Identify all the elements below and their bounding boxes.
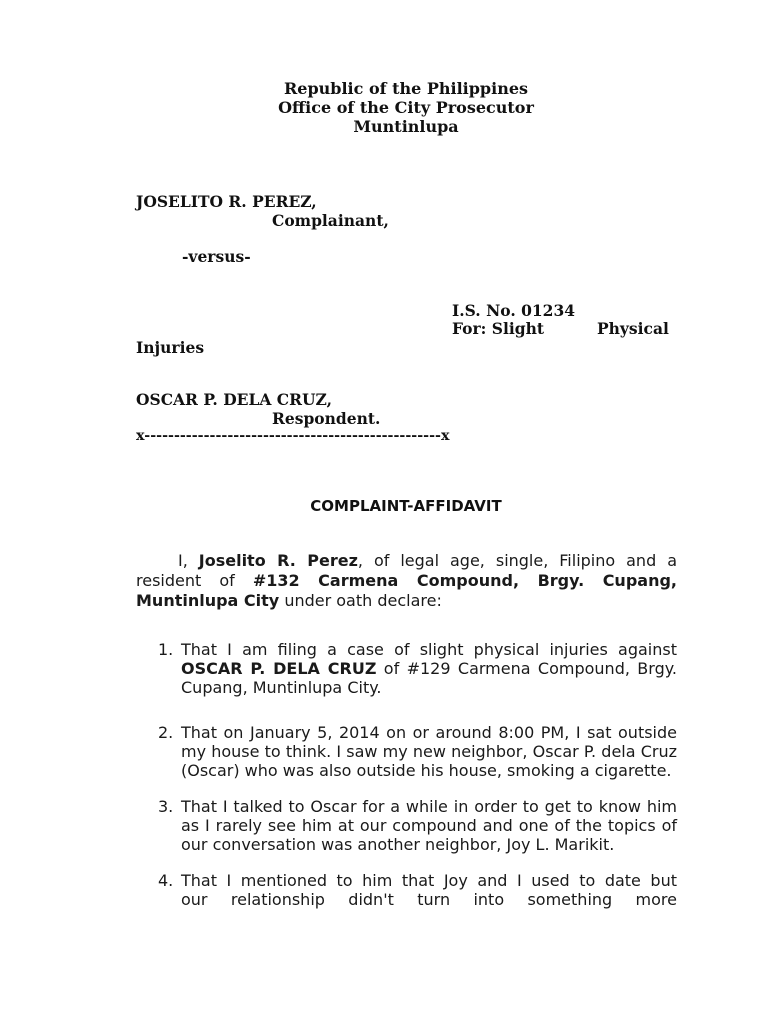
item-number: 2. (158, 723, 174, 742)
affiant-name: Joselito R. Perez (198, 551, 358, 570)
header-office: Office of the City Prosecutor (278, 98, 534, 117)
intro-text-1: I, (178, 551, 199, 570)
item-line: That I mentioned to him that Joy and I used to date but (181, 871, 677, 890)
item-text: That I talked to Oscar for a while in order to get to know him as I rarely see him at our compound and one of the topics of our conversation was another neighbor, Joy L. Marikit. (181, 797, 677, 854)
caption-separator: x--------------------------------------------------x (136, 428, 450, 444)
header-city: Muntinlupa (353, 117, 459, 136)
document-title: COMPLAINT-AFFIDAVIT (310, 497, 502, 515)
item-number: 1. (158, 640, 174, 659)
intro-paragraph (136, 551, 677, 611)
header-republic: Republic of the Philippines (283, 79, 529, 98)
complainant-role: Complainant, (272, 211, 389, 230)
respondent-bold-name: OSCAR P. DELA CRUZ (181, 659, 377, 678)
respondent-role: Respondent. (272, 409, 381, 428)
item-text (181, 640, 677, 697)
allegation-item (136, 797, 677, 854)
item-number: 4. (158, 871, 174, 890)
complainant-name: JOSELITO R. PEREZ, (136, 192, 317, 211)
case-number: I.S. No. 01234 (452, 301, 576, 320)
intro-text-3: under oath declare: (279, 591, 442, 610)
item-number: 3. (158, 797, 174, 816)
allegations-list (136, 640, 677, 926)
respondent-name: OSCAR P. DELA CRUZ, (136, 390, 332, 409)
case-for-physical: Physical (597, 319, 669, 338)
affiant-address: #132 Carmena Compound, Brgy. Cupang, Muntinlupa City (136, 571, 677, 610)
intro-text-2: , of legal age, single, Filipino and a resident of (136, 551, 677, 590)
case-for-label: For: Slight (452, 319, 545, 338)
item-text-part: of #129 Carmena Compound, Brgy. Cupang, Muntinlupa City. (181, 659, 677, 697)
item-text: That on January 5, 2014 on or around 8:00 PM, I sat outside my house to think. I saw my new neighbor, Oscar P. dela Cruz (Oscar) who was also outside his house, smoking a cigarette. (181, 723, 677, 780)
item-text (181, 871, 677, 909)
item-line: our relationship didn't turn into something more (181, 890, 677, 909)
allegation-item (136, 723, 677, 780)
allegation-item (136, 871, 677, 909)
allegation-item (136, 640, 677, 697)
item-text-part: That I am filing a case of slight physical injuries against (181, 640, 677, 659)
case-for-injuries: Injuries (136, 338, 205, 357)
versus-label: -versus- (182, 247, 251, 266)
